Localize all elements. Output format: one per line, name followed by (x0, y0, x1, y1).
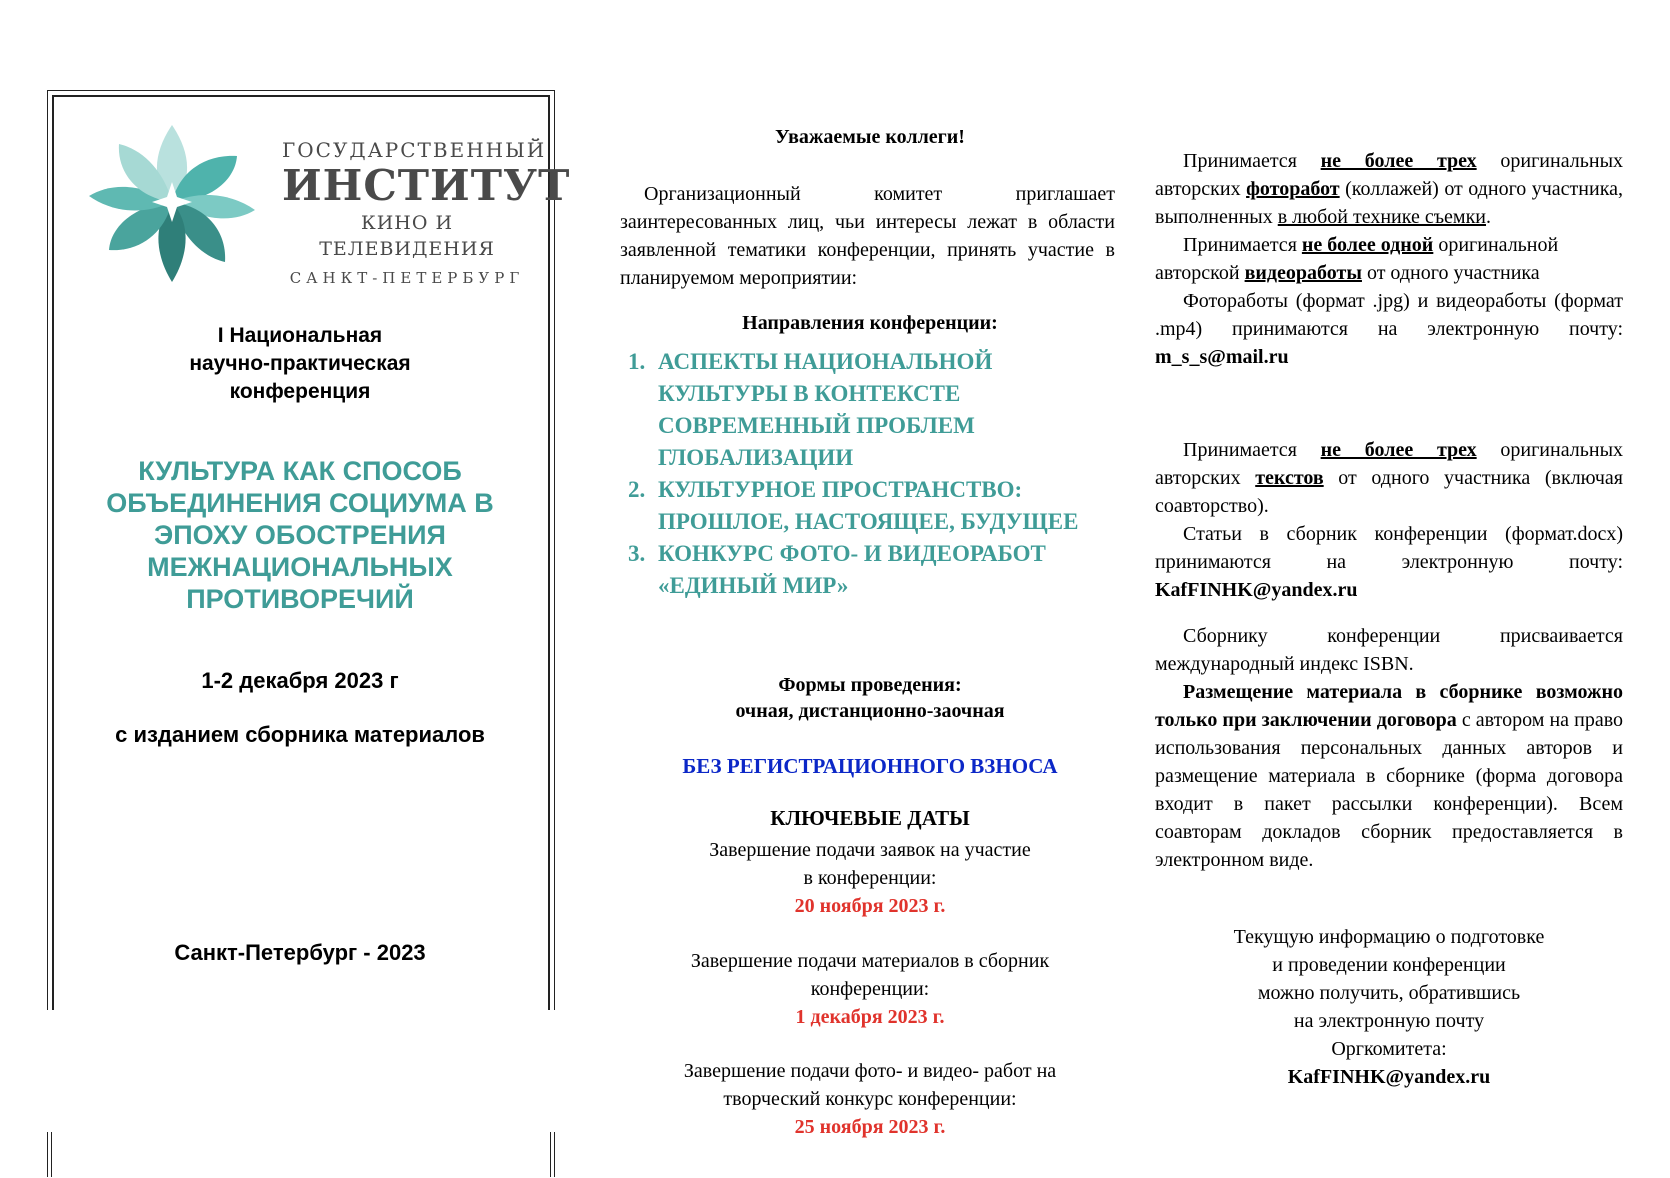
articles-email-link[interactable]: KafFINHK@yandex.ru (1155, 579, 1358, 601)
text-span: не более трех (1320, 150, 1477, 172)
text-span: оригинальных авторских (1155, 150, 1624, 200)
institute-name (282, 138, 571, 294)
frame-gap (43, 1010, 563, 1130)
conference-title-line-1: КУЛЬТУРА КАК СПОСОБ (138, 456, 462, 486)
publication-info (1155, 622, 1623, 874)
conference-type-line-3: конференция (229, 380, 371, 403)
video-works-paragraph (1155, 231, 1623, 287)
contact-info (1155, 923, 1623, 1091)
institute-line-3: КИНО И ТЕЛЕВИДЕНИЯ (319, 212, 495, 260)
texts-requirements (1155, 436, 1623, 604)
text-span: не более одной (1301, 234, 1434, 256)
text-span: текстов (1255, 467, 1324, 489)
greeting: Уважаемые коллеги! (775, 126, 965, 148)
works-email-link[interactable]: m_s_s@mail.ru (1155, 346, 1289, 368)
conference-title-line-4: МЕЖНАЦИОНАЛЬНЫХ (147, 552, 453, 582)
text-span: Статьи в сборник конференции (формат.docx) принимаются на электронную почту: (1155, 523, 1623, 573)
no-fee-notice: БЕЗ РЕГИСТРАЦИОННОГО ВЗНОСА (682, 754, 1058, 778)
conference-title-line-2: ОБЪЕДИНЕНИЯ СОЦИУМА В (106, 488, 494, 518)
texts-paragraph (1155, 436, 1623, 520)
deadline-contest (610, 1057, 1130, 1141)
isbn-paragraph: Сборнику конференции присваивается международный индекс ISBN. (1155, 625, 1623, 675)
deadline-materials-line-1: Завершение подачи материалов в сборник (690, 950, 1050, 972)
institute-logo-icon (87, 120, 257, 285)
direction-number: 2. (628, 477, 646, 502)
institute-line-2: ИНСТИТУТ (282, 161, 571, 210)
conference-type-line-1: I Национальная (217, 324, 383, 347)
deadline-materials-line-2: конференции: (810, 978, 930, 1000)
text-span: Принимается (1183, 150, 1321, 172)
text-span: Размещение материала в сборнике возможно только при заключении договора (1155, 681, 1623, 731)
deadline-applications-date: 20 ноября 2023 г. (794, 895, 946, 917)
frame-stub-left-inner (51, 1132, 52, 1177)
conference-dates: 1-2 декабря 2023 г (201, 668, 399, 693)
institute-line-1: ГОСУДАРСТВЕННЫЙ (282, 138, 547, 162)
contact-line-1: Текущую информацию о подготовке (1233, 926, 1545, 948)
text-span: . (1486, 206, 1492, 228)
institute-line-4: САНКТ-ПЕТЕРБУРГ (289, 269, 525, 287)
forms-value: очная, дистанционно-заочная (735, 700, 1005, 722)
text-span: в любой технике съемки (1277, 206, 1487, 228)
contact-line-2: и проведении конференции (1272, 954, 1506, 976)
frame-stub-right (554, 1132, 555, 1177)
text-span: (коллажей) от одного участника, выполненных (1155, 178, 1623, 228)
conference-publication: с изданием сборника материалов (115, 722, 485, 747)
direction-item (628, 538, 1098, 602)
conference-title-line-3: ЭПОХУ ОБОСТРЕНИЯ (154, 520, 446, 550)
text-span: с автором на право использования персональных данных авторов и размещение материала в сборнике (форма договора входит в пакет рассылки конференции). Всем соавторам докладов сборник предоставляется в электронном виде. (1155, 709, 1624, 871)
contact-line-4: на электронную почту (1293, 1010, 1485, 1032)
text-span: оригинальной авторской (1155, 234, 1559, 284)
frame-stub-left (47, 1132, 48, 1177)
deadline-applications-line-2: в конференции: (803, 867, 937, 889)
direction-number: 3. (628, 541, 646, 566)
conference-type-line-2: научно-практическая (189, 352, 411, 375)
text-span: от одного участника (включая соавторство). (1155, 467, 1623, 517)
direction-number: 1. (628, 349, 646, 374)
directions-list (628, 346, 1098, 602)
text-span: оригинальных авторских (1155, 439, 1624, 489)
forms-block (610, 672, 1130, 724)
deadline-contest-line-1: Завершение подачи фото- и видео- работ на (683, 1060, 1057, 1082)
deadline-materials (610, 947, 1130, 1031)
deadline-materials-date: 1 декабря 2023 г. (795, 1006, 945, 1028)
articles-email-paragraph (1155, 520, 1623, 604)
frame-stub-right-inner (550, 1132, 551, 1177)
key-dates-heading: КЛЮЧЕВЫЕ ДАТЫ (770, 806, 970, 830)
directions-heading: Направления конференции: (742, 312, 998, 334)
text-span: Фотоработы (формат .jpg) и видеоработы (формат .mp4) принимаются на электронную почту: (1155, 290, 1623, 340)
text-span: видеоработы (1244, 262, 1362, 284)
text-span: от одного участника (1361, 262, 1540, 284)
direction-item (628, 474, 1098, 538)
contact-email-link[interactable]: KafFINHK@yandex.ru (1287, 1066, 1491, 1088)
deadline-contest-date: 25 ноября 2023 г. (794, 1116, 946, 1138)
deadline-contest-line-2: творческий конкурс конференции: (723, 1088, 1017, 1110)
forms-heading: Формы проведения: (778, 674, 962, 696)
direction-text: АСПЕКТЫ НАЦИОНАЛЬНОЙ КУЛЬТУРЫ В КОНТЕКСТЕ СОВРЕМЕННЫЙ ПРОБЛЕМ ГЛОБАЛИЗАЦИИ (658, 349, 993, 470)
contact-line-5: Оргкомитета: (1331, 1038, 1447, 1060)
intro-paragraph: Организационный комитет приглашает заинтересованных лиц, чьи интересы лежат в области заявленной тематики конференции, принять участие в планируемом мероприятии: (620, 183, 1115, 289)
conference-type (50, 322, 550, 406)
contract-paragraph (1155, 678, 1623, 874)
contact-line-3: можно получить, обратившись (1257, 982, 1521, 1004)
direction-text: КУЛЬТУРНОЕ ПРОСТРАНСТВО: ПРОШЛОЕ, НАСТОЯЩЕЕ, БУДУЩЕЕ (658, 477, 1079, 534)
direction-text: КОНКУРС ФОТО- И ВИДЕОРАБОТ «ЕДИНЫЙ МИР» (658, 541, 1046, 598)
direction-item (628, 346, 1098, 474)
works-email-paragraph (1155, 287, 1623, 371)
text-span: не более трех (1320, 439, 1477, 461)
deadline-applications (610, 836, 1130, 920)
text-span: фоторабот (1246, 178, 1340, 200)
text-span: Принимается (1183, 439, 1321, 461)
works-requirements (1155, 147, 1623, 371)
conference-title (50, 455, 550, 615)
text-span: Принимается (1183, 234, 1302, 256)
conference-title-line-5: ПРОТИВОРЕЧИЙ (186, 584, 414, 614)
conference-city-year: Санкт-Петербург - 2023 (174, 940, 426, 965)
photo-works-paragraph (1155, 147, 1623, 231)
deadline-applications-line-1: Завершение подачи заявок на участие (709, 839, 1031, 861)
